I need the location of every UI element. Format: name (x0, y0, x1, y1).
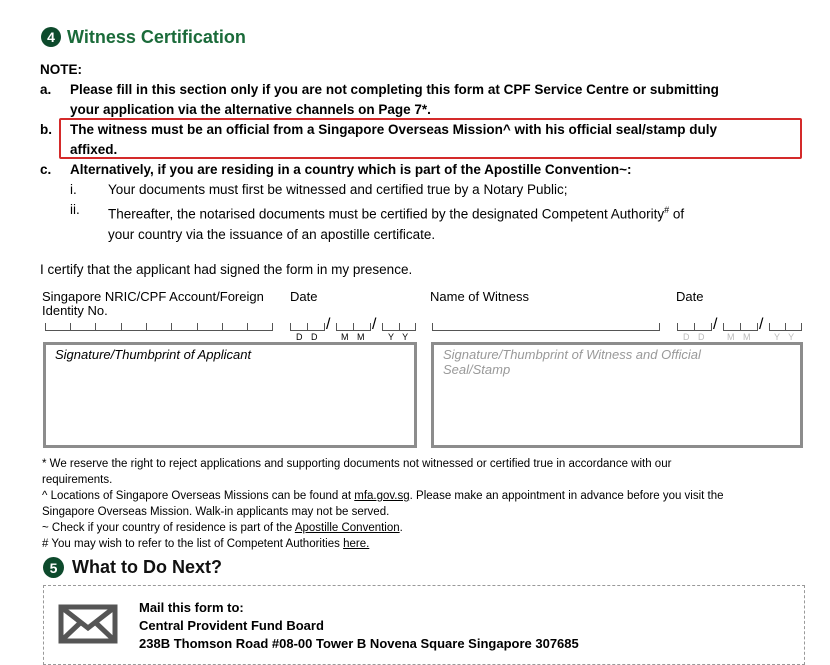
note-b-line2: affixed. (70, 142, 118, 157)
witness-date-month[interactable] (723, 320, 758, 331)
note-a-line1: Please fill in this section only if you are not completing this form at CPF Service Centre or submitting (70, 82, 719, 97)
witness-signature-caption: Signature/Thumbprint of Witness and Official Seal/Stamp (443, 347, 701, 377)
nric-label: Singapore NRIC/CPF Account/Foreign Identity No. (42, 289, 264, 318)
certify-statement: I certify that the applicant had signed the form in my presence. (40, 262, 413, 277)
note-heading: NOTE: (40, 62, 82, 77)
subitem-ii-line1-end: of (669, 206, 685, 222)
nric-input[interactable] (45, 320, 273, 331)
witness-signature-box[interactable] (431, 342, 803, 448)
note-label: b. (40, 122, 52, 137)
applicant-date-day[interactable] (290, 320, 325, 331)
witness-date-year[interactable] (769, 320, 802, 331)
note-label: c. (40, 162, 52, 177)
yy-label: Y Y (388, 332, 412, 342)
footnote-tilde: ~ Check if your country of residence is part of the Apostille Convention. (42, 522, 403, 534)
mail-heading: Mail this form to: (139, 600, 244, 615)
mm-label: M M (341, 332, 368, 342)
dd-label: D D (296, 332, 321, 342)
subitem-i (70, 180, 800, 200)
applicant-signature-caption: Signature/Thumbprint of Applicant (55, 347, 252, 362)
mail-recipient: Central Provident Fund Board (139, 618, 324, 633)
note-c (40, 160, 800, 180)
section-number-badge: 4 (41, 27, 61, 47)
subitem-ii-line2: your country via the issuance of an apostille certificate. (108, 226, 436, 242)
subitem-ii-line1: Thereafter, the notarised documents must be certified by the designated Competent Authority (108, 206, 665, 222)
footnote-hash: # You may wish to refer to the list of Competent Authorities here. (42, 538, 370, 550)
note-a-line2: your application via the alternative channels on Page 7*. (70, 102, 431, 117)
note-label: a. (40, 82, 52, 97)
note-c-line1: Alternatively, if you are residing in a country which is part of the Apostille Convention~: (70, 162, 632, 177)
highlight-box (59, 118, 802, 159)
applicant-date-month[interactable] (336, 320, 371, 331)
footnote-caret: ^ Locations of Singapore Overseas Missions can be found at mfa.gov.sg. Please make an appointment in advance before you visit the Singapore Overseas Mission. Walk-in applicants may not be served. (42, 490, 724, 518)
mail-instructions-box (43, 585, 805, 665)
date-label: Date (290, 289, 318, 304)
date-label-2: Date (676, 289, 704, 304)
apostille-link[interactable]: Apostille Convention (294, 522, 400, 534)
section-number-badge: 5 (43, 557, 64, 578)
date-slash-icon: / (326, 316, 331, 333)
footnote-asterisk: * We reserve the right to reject applications and supporting documents not witnessed or certified true in accordance with our requirements. (42, 458, 672, 486)
subitem-i-text: Your documents must first be witnessed and certified true by a Notary Public; (108, 182, 568, 197)
witness-date-day[interactable] (677, 320, 712, 331)
hash-superscript: # (664, 205, 670, 215)
note-b-line1: The witness must be an official from a Singapore Overseas Mission^ with his official seal/stamp duly (70, 122, 718, 137)
authorities-link[interactable]: here. (343, 538, 370, 550)
mm-label: M M (727, 332, 754, 342)
applicant-date-year[interactable] (382, 320, 416, 331)
witness-name-label: Name of Witness (430, 289, 529, 304)
witness-name-input[interactable] (432, 320, 660, 331)
note-a (40, 80, 800, 120)
date-slash-icon: / (713, 316, 718, 333)
mfa-link[interactable]: mfa.gov.sg (354, 490, 410, 502)
section-title: What to Do Next? (72, 557, 222, 577)
date-slash-icon: / (759, 316, 764, 333)
subitem-label: ii. (70, 202, 80, 217)
applicant-signature-box[interactable] (43, 342, 417, 448)
subitem-label: i. (70, 182, 77, 197)
yy-label: Y Y (774, 332, 798, 342)
date-slash-icon: / (372, 316, 377, 333)
envelope-icon (58, 604, 118, 644)
mail-address: 238B Thomson Road #08-00 Tower B Novena Square Singapore 307685 (139, 636, 579, 651)
dd-label: D D (683, 332, 708, 342)
subitem-ii (70, 200, 800, 240)
section-title: Witness Certification (67, 27, 246, 47)
